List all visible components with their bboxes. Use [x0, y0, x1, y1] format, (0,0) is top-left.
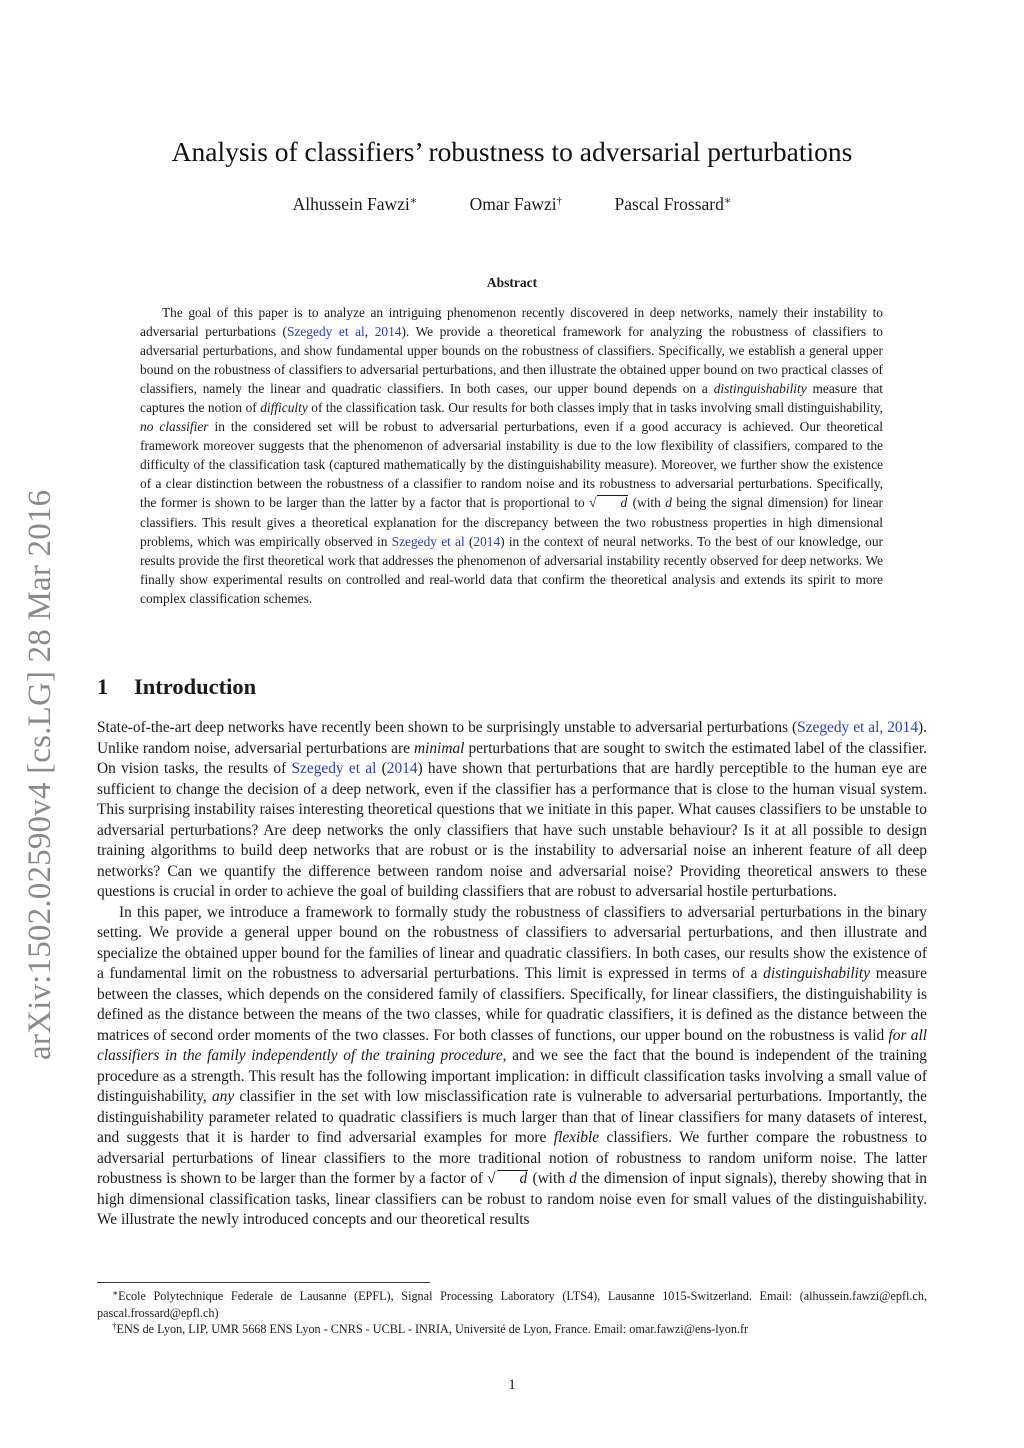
emphasis: distinguishability — [763, 965, 871, 982]
math-variable: d — [665, 495, 672, 511]
text-run: In this paper, we introduce a framework to formally study the robustness of classifiers to adversarial perturbations in the binary setting. We provide a general upper bound on the robustness of classifiers to adversarial perturbations, and then illustrate and specialize the obtained upper bound for the families of linear and quadratic classifiers. In both cases, our results show the existence of a fundamental limit on the robustness to adversarial perturbations. This limit is expressed in terms of a — [97, 903, 927, 982]
citation-link[interactable] — [392, 534, 465, 549]
footnote-mark: † — [112, 1321, 117, 1331]
citation-link[interactable] — [797, 719, 918, 736]
citation-year-link[interactable] — [387, 760, 418, 777]
emphasis: difficulty — [260, 400, 308, 416]
section-number: 1 — [97, 674, 109, 699]
text-run: The goal of this paper is to analyze an intriguing phenomenon recently discovered in deep networks, namely their instability to adversarial perturbations ( — [140, 305, 883, 340]
citation-year: 2014 — [386, 760, 418, 777]
citation-text: Szegedy et al, 2014 — [797, 719, 919, 736]
citation-author: Szegedy et al — [291, 760, 377, 777]
sqrt-radicand — [597, 495, 628, 509]
text-run: of the classification task. Our results for both classes imply that in tasks involving small distinguishability, — [307, 400, 883, 416]
emphasis: any — [211, 1088, 235, 1105]
footnote-1 — [97, 1288, 927, 1321]
math-variable: d — [519, 1170, 528, 1187]
citation-year-link[interactable] — [473, 534, 500, 549]
text-run: (with — [628, 495, 666, 511]
arxiv-identifier-stamp: arXiv:1502.02590v4 [cs.LG] 28 Mar 2016 — [22, 489, 58, 1060]
text-run: (with — [528, 1170, 570, 1187]
text-run: ( — [464, 533, 474, 549]
abstract-heading: Abstract — [486, 275, 538, 290]
text-run: ) in the context of neural networks. To the best of our knowledge, our results provide the first theoretical work that addresses the phenomenon of adversarial instability recently observed for deep networks. We finally show experimental results on controlled and real-world data that confirm the theoretical analysis and extends its spirit to more complex classification schemes. — [140, 533, 883, 606]
text-run: ). We provide a theoretical framework for analyzing the robustness of classifiers to adversarial perturbations, and show fundamental upper bounds on the robustness of classifiers. Specifically, we establish a general upper bound on the robustness of classifiers to adversarial perturbations, and then illustrate the obtained upper bound on two practical classes of classifiers, namely the linear and quadratic classifiers. In both cases, our upper bound depends on a — [140, 324, 883, 397]
footnote-mark: ∗ — [112, 1288, 119, 1298]
citation-year-link[interactable] — [375, 324, 402, 339]
citation-link[interactable] — [291, 760, 376, 777]
footnote-text: ENS de Lyon, LIP, UMR 5668 ENS Lyon - CNRS - UCBL - INRIA, Université de Lyon, France. Email: omar.fawzi@ens-lyon.fr — [116, 1322, 749, 1336]
text-run: classifier in the set with low misclassification rate is vulnerable to adversarial perturbations. Importantly, the distinguishability parameter related to quadratic classifiers is much larger than that of linear classifiers for many datasets of interest, and suggests that it is harder to find adversarial examples for more — [97, 1088, 927, 1146]
affiliation-mark: † — [556, 195, 563, 207]
footnote-2 — [97, 1321, 927, 1338]
sqrt-symbol: √ — [589, 495, 597, 511]
author-name: Omar Fawzi — [469, 194, 557, 214]
emphasis: distinguishability — [713, 381, 807, 397]
text-run: measure between the classes, which depends on the considered family of classifiers. Specifically, for linear classifiers, the distinguishability is defined as the distance between the means of the two classes, while for quadratic classifiers, it is defined as the distance between the matrices of second order moments of the two classes. For both classes of functions, our upper bound on the robustness is valid — [97, 965, 928, 1044]
text-run: measure that captures the notion of — [140, 381, 883, 416]
author-1 — [293, 191, 418, 217]
citation-author: Szegedy et al — [286, 324, 365, 340]
emphasis: minimal — [413, 739, 465, 757]
citation-year: 2014 — [473, 533, 501, 549]
author-list — [0, 191, 1024, 217]
author-name: Alhussein Fawzi — [292, 194, 410, 214]
affiliation-mark: ∗ — [723, 195, 732, 207]
intro-paragraph-2 — [97, 903, 927, 1231]
citation-author: Szegedy et al — [391, 533, 465, 549]
math-variable: d — [569, 1170, 577, 1187]
citation-year: 2014 — [374, 324, 402, 340]
text-run: perturbations that are sought to switch the estimated label of the classifier. On vision tasks, the results of — [97, 739, 927, 777]
introduction-body — [97, 718, 927, 1231]
section-heading — [97, 674, 256, 700]
text-run: the dimension of input signals), thereby showing that in high dimensional classification tasks, linear classifiers can be robust to random noise even for small values of the distinguishability. We illustrate the newly introduced concepts and our theoretical results — [97, 1170, 927, 1228]
math-variable: d — [620, 495, 628, 511]
text-run: ). Unlike random noise, adversarial perturbations are — [97, 719, 927, 757]
footnote-text: Ecole Polytechnique Federale de Lausanne (EPFL), Signal Processing Laboratory (LTS4), Lausanne 1015-Switzerland. Email: (alhussein.fawzi@epfl.ch, pascal.frossard@epfl.ch) — [97, 1289, 927, 1320]
intro-paragraph-1 — [97, 718, 927, 903]
abstract-body — [140, 303, 883, 608]
citation-link[interactable] — [287, 324, 365, 339]
text-run: State-of-the-art deep networks have recently been shown to be surprisingly unstable to adversarial perturbations ( — [97, 719, 798, 736]
page-number: 1 — [508, 1377, 516, 1393]
abstract-paragraph — [140, 303, 883, 608]
text-run: , — [364, 324, 375, 340]
emphasis: no classifier — [140, 419, 209, 435]
author-name: Pascal Frossard — [614, 194, 724, 214]
text-run: in the considered set will be robust to adversarial perturbations, even if a good accuracy is achieved. Our theoretical framework moreover suggests that the phenomenon of adversarial instability is due to the low flexibility of classifiers, compared to the difficulty of the classification task (captured mathematically by the distinguishability measure). Moreover, we further show the existence of a clear distinction between the robustness of a classifier to random noise and its robustness to adversarial perturbations. Specifically, the former is shown to be larger than the latter by a factor that is proportional to — [140, 419, 883, 511]
text-run: ) have shown that perturbations that are hardly perceptible to the human eye are sufficient to change the decision of a deep network, even if the classifier has a performance that is close to the human visual system. This surprising instability raises interesting theoretical questions that we initiate in this paper. What causes classifiers to be unstable to adversarial perturbations? Are deep networks the only classifiers that have such unstable behaviour? Is it at all possible to design training algorithms to build deep networks that are robust or is the instability to adversarial noise an inherent feature of all deep networks? Can we quantify the difference between random noise and adversarial noise? Providing theoretical answers to these questions is crucial in order to achieve the goal of building classifiers that are robust to adversarial hostile perturbations. — [97, 760, 927, 900]
text-run: , and we see the fact that the bound is independent of the training procedure as a strength. This result has the following important implication: in difficult classification tasks involving a small value of distinguishability, — [97, 1047, 927, 1105]
paper-title: Analysis of classifiers’ robustness to adversarial perturbations — [171, 136, 853, 167]
footnote-rule — [97, 1282, 430, 1283]
author-3 — [615, 191, 732, 217]
emphasis: for all classifiers in the family independently of the training procedure — [97, 1026, 927, 1064]
section-title: Introduction — [134, 674, 257, 699]
sqrt-symbol: √ — [487, 1170, 496, 1187]
emphasis: flexible — [553, 1129, 600, 1146]
text-run: ( — [376, 760, 387, 777]
sqrt-radicand — [497, 1170, 529, 1186]
text-run: being the signal dimension) for linear classifiers. This result gives a theoretical explanation for the discrepancy between the two robustness properties in high dimensional problems, which was empirically observed in — [140, 495, 883, 549]
text-run: classifiers. We further compare the robustness to adversarial perturbations of linear classifiers to the more traditional notion of robustness to random uniform noise. The latter robustness is shown to be larger than the former by a factor of — [97, 1129, 927, 1187]
author-2 — [470, 191, 563, 217]
footnotes — [97, 1288, 927, 1338]
affiliation-mark: ∗ — [409, 195, 418, 207]
